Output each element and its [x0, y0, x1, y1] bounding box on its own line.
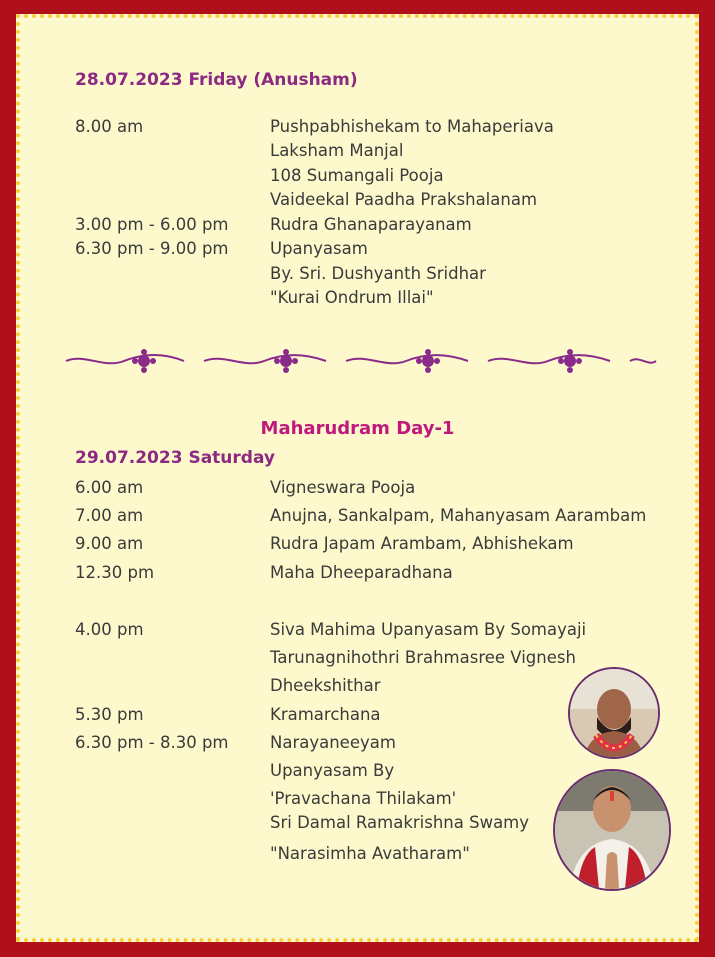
row-desc: Siva Mahima Upanyasam By Somayaji [270, 620, 587, 639]
row-desc: "Kurai Ondrum Illai" [270, 288, 434, 307]
day0-heading: 28.07.2023 Friday (Anusham) [75, 70, 358, 90]
row-desc: Tarunagnihothri Brahmasree Vignesh [270, 648, 576, 667]
row-time: 6.30 pm - 8.30 pm [75, 733, 229, 752]
row-desc: Upanyasam [270, 239, 368, 258]
row-desc: "Narasimha Avatharam" [270, 844, 470, 863]
row-desc: Upanyasam By [270, 761, 395, 780]
row-desc: Anujna, Sankalpam, Mahanyasam Aarambam [270, 506, 647, 525]
row-desc: By. Sri. Dushyanth Sridhar [270, 264, 486, 283]
row-time: 9.00 am [75, 534, 144, 553]
section-title: Maharudram Day-1 [260, 418, 455, 439]
ornamental-divider [64, 341, 658, 381]
row-desc: Vigneswara Pooja [270, 478, 416, 497]
row-desc: 'Pravachana Thilakam' [270, 789, 457, 808]
row-desc: Kramarchana [270, 705, 381, 724]
row-desc: Rudra Japam Arambam, Abhishekam [270, 534, 574, 553]
row-desc: Laksham Manjal [270, 141, 404, 160]
row-time: 3.00 pm - 6.00 pm [75, 215, 229, 234]
row-time: 8.00 am [75, 117, 144, 136]
row-desc: Narayaneeyam [270, 733, 396, 752]
row-time: 6.00 am [75, 478, 144, 497]
row-desc: Maha Dheeparadhana [270, 563, 453, 582]
row-time: 6.30 pm - 9.00 pm [75, 239, 229, 258]
photo-damal-ramakrishna [553, 769, 671, 891]
row-desc: Sri Damal Ramakrishna Swamy [270, 813, 530, 832]
row-time: 5.30 pm [75, 705, 144, 724]
photo-vignesh-dheekshithar [568, 667, 660, 759]
row-desc: Rudra Ghanaparayanam [270, 215, 472, 234]
row-time: 12.30 pm [75, 563, 155, 582]
day1-heading: 29.07.2023 Saturday [75, 448, 275, 468]
row-time: 4.00 pm [75, 620, 144, 639]
row-desc: 108 Sumangali Pooja [270, 166, 444, 185]
row-desc: Pushpabhishekam to Mahaperiava [270, 117, 554, 136]
row-desc: Dheekshithar [270, 676, 381, 695]
row-desc: Vaideekal Paadha Prakshalanam [270, 190, 538, 209]
row-time: 7.00 am [75, 506, 144, 525]
